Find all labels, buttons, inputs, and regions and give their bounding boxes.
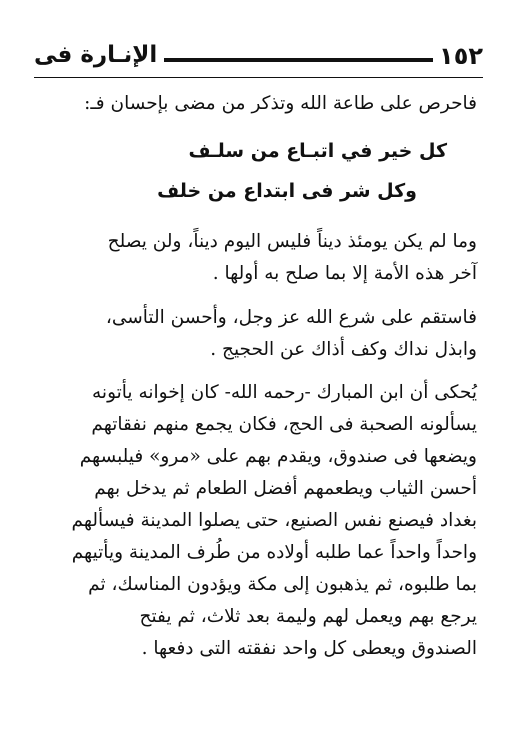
paragraph-line: أحسن الثياب ويطعمهم أفضل الطعام ثم يدخل بهم — [94, 478, 477, 499]
paragraph-line: بغداد فيصنع نفس الصنيع، حتى يصلوا المدينة فيسألهم — [71, 510, 477, 531]
paragraph-line: الصندوق ويعطى كل واحد نفقته التى دفعها . — [141, 638, 477, 659]
paragraph-line: يرجع بهم ويعمل لهم وليمة بعد ثلاث، ثم يفتح — [139, 606, 477, 627]
heading-innovation-successors: وكل شر فى ابتداع من خلف — [157, 180, 417, 202]
paragraph-line: يسألونه الصحبة فى الحج، فكان يجمع منهم نفقاتهم — [91, 414, 477, 435]
header-underline — [34, 77, 483, 78]
paragraph-line: بما طلبوه، ثم يذهبون إلى مكة ويؤدون المناسك، ثم — [88, 574, 477, 595]
running-header — [34, 40, 483, 80]
paragraph-line: فاستقم على شرع الله عز وجل، وأحسن التأسى، — [105, 307, 477, 328]
heading-follow-predecessors: كل خير في اتبـاع من سلـف — [188, 140, 447, 162]
paragraph-line: آخر هذه الأمة إلا بما صلح به أولها . — [212, 263, 477, 284]
paragraph-line: واحداً واحداً عما طلبه أولاده من طُرف المدينة ويأتيهم — [71, 542, 477, 563]
page-number: ١٥٢ — [439, 42, 483, 70]
header-rule — [164, 58, 433, 62]
paragraph-line: وابذل نداك وكف أذاك عن الحجيج . — [210, 339, 477, 360]
intro-line: فاحرص على طاعة الله وتذكر من مضى بإحسان فـ: — [84, 93, 477, 114]
paragraph-line: يُحكى أن ابن المبارك -رحمه الله- كان إخوانه يأتونه — [92, 382, 477, 403]
paragraph-line: وما لم يكن يومئذ ديناً فليس اليوم ديناً، ولن يصلح — [107, 231, 477, 252]
paragraph-line: ويضعها فى صندوق، ويقدم بهم على «مرو» فيلبسهم — [79, 446, 477, 467]
running-title: الإنـارة فى — [34, 42, 158, 68]
